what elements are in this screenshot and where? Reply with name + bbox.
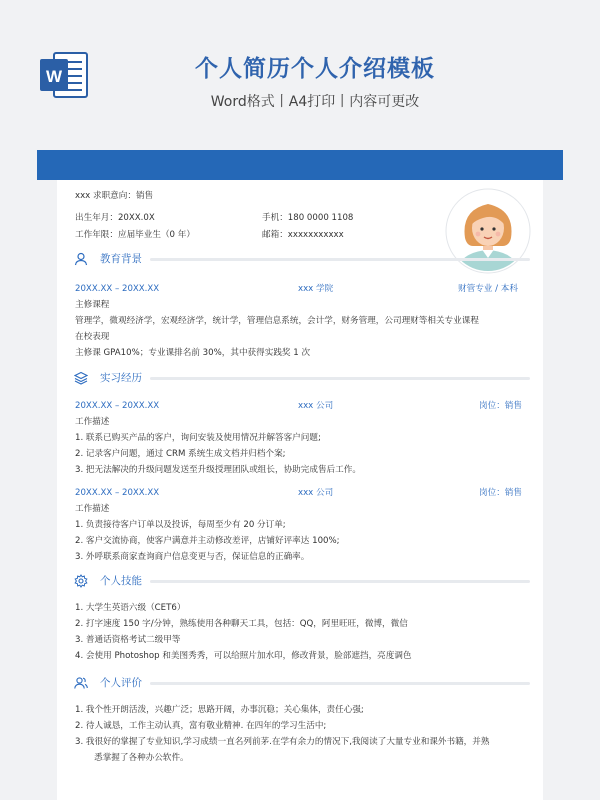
job-desc-label: 工作描述 bbox=[75, 504, 110, 514]
name-intent: xxx 求职意向：销售 bbox=[75, 191, 154, 201]
skills-title: 个人技能 bbox=[100, 575, 142, 587]
list-item: 2. 待人诚恳，工作主动认真，富有敬业精神. 在四年的学习生活中; bbox=[75, 721, 327, 731]
list-item: 悉掌握了各种办公软件。 bbox=[75, 753, 189, 763]
birth-date: 出生年月：20XX.0X bbox=[75, 213, 155, 223]
job-company: xxx 公司 bbox=[298, 488, 334, 498]
internship-title: 实习经历 bbox=[100, 372, 142, 384]
job-date: 20XX.XX – 20XX.XX bbox=[75, 401, 160, 411]
section-divider bbox=[150, 580, 530, 583]
work-years: 工作年限：应届毕业生（0 年） bbox=[75, 230, 195, 240]
performance-text: 主修课 GPA10%；专业课排名前 30%，其中获得实践奖 1 次 bbox=[75, 348, 311, 358]
list-item: 1. 大学生英语六级（CET6） bbox=[75, 603, 186, 613]
section-divider bbox=[150, 377, 530, 380]
list-item: 2. 记录客户问题，通过 CRM 系统生成文档并归档个案; bbox=[75, 449, 286, 459]
list-item: 2. 打字速度 150 字/分钟，熟练使用各种聊天工具，包括：QQ，阿里旺旺，微博，微信 bbox=[75, 619, 408, 629]
section-divider bbox=[150, 682, 530, 685]
job-desc-label: 工作描述 bbox=[75, 417, 110, 427]
job-date: 20XX.XX – 20XX.XX bbox=[75, 488, 160, 498]
people-icon bbox=[74, 676, 88, 690]
list-item: 1. 联系已购买产品的客户，询问安装及使用情况并解答客户问题; bbox=[75, 433, 321, 443]
list-item: 1. 我个性开朗活泼，兴趣广泛；思路开阔，办事沉稳；关心集体，责任心强; bbox=[75, 705, 364, 715]
job-position: 岗位：销售 bbox=[479, 488, 522, 498]
list-item: 3. 把无法解决的升级问题发送至升级授理团队或组长，协助完成售后工作。 bbox=[75, 465, 361, 475]
list-item: 3. 外呼联系商家查询商户信息变更与否，保证信息的正确率。 bbox=[75, 552, 310, 562]
courses-text: 管理学，微观经济学，宏观经济学，统计学，管理信息系统，会计学，财务管理，公司理财等相关专业课程 bbox=[75, 316, 479, 326]
job-company: xxx 公司 bbox=[298, 401, 334, 411]
education-major: 财管专业 / 本科 bbox=[458, 284, 518, 294]
section-divider bbox=[150, 258, 530, 261]
layers-icon bbox=[74, 371, 88, 385]
page-subtitle: Word格式丨A4打印丨内容可更改 bbox=[210, 94, 420, 110]
list-item: 3. 普通话资格考试二级甲等 bbox=[75, 635, 181, 645]
education-title: 教育背景 bbox=[100, 253, 142, 265]
list-item: 4. 会使用 Photoshop 和美图秀秀，可以给照片加水印，修改背景，脸部遮挡，亮度调色 bbox=[75, 651, 412, 661]
list-item: 1. 负责接待客户订单以及投诉，每周至少有 20 分订单; bbox=[75, 520, 286, 530]
person-icon bbox=[74, 252, 88, 266]
education-date: 20XX.XX – 20XX.XX bbox=[75, 284, 160, 294]
job-position: 岗位：销售 bbox=[479, 401, 522, 411]
page-title: 个人简历个人介绍模板 bbox=[195, 56, 435, 82]
performance-label: 在校表现 bbox=[75, 332, 110, 342]
courses-label: 主修课程 bbox=[75, 300, 110, 310]
list-item: 3. 我很好的掌握了专业知识,学习成绩一直名列前茅.在学有余力的情况下,我阅读了大量专业和课外书籍，并熟 bbox=[75, 737, 490, 747]
avatar bbox=[445, 188, 531, 274]
phone: 手机：180 0000 1108 bbox=[262, 213, 354, 223]
email: 邮箱：xxxxxxxxxxx bbox=[262, 230, 344, 240]
svg-text:W: W bbox=[45, 67, 63, 86]
education-school: xxx 学院 bbox=[298, 284, 334, 294]
gear-icon bbox=[74, 574, 88, 588]
resume-header-band bbox=[37, 150, 563, 180]
list-item: 2. 客户交流协商，使客户满意并主动修改差评，店铺好评率达 100%; bbox=[75, 536, 340, 546]
evaluation-title: 个人评价 bbox=[100, 677, 142, 689]
